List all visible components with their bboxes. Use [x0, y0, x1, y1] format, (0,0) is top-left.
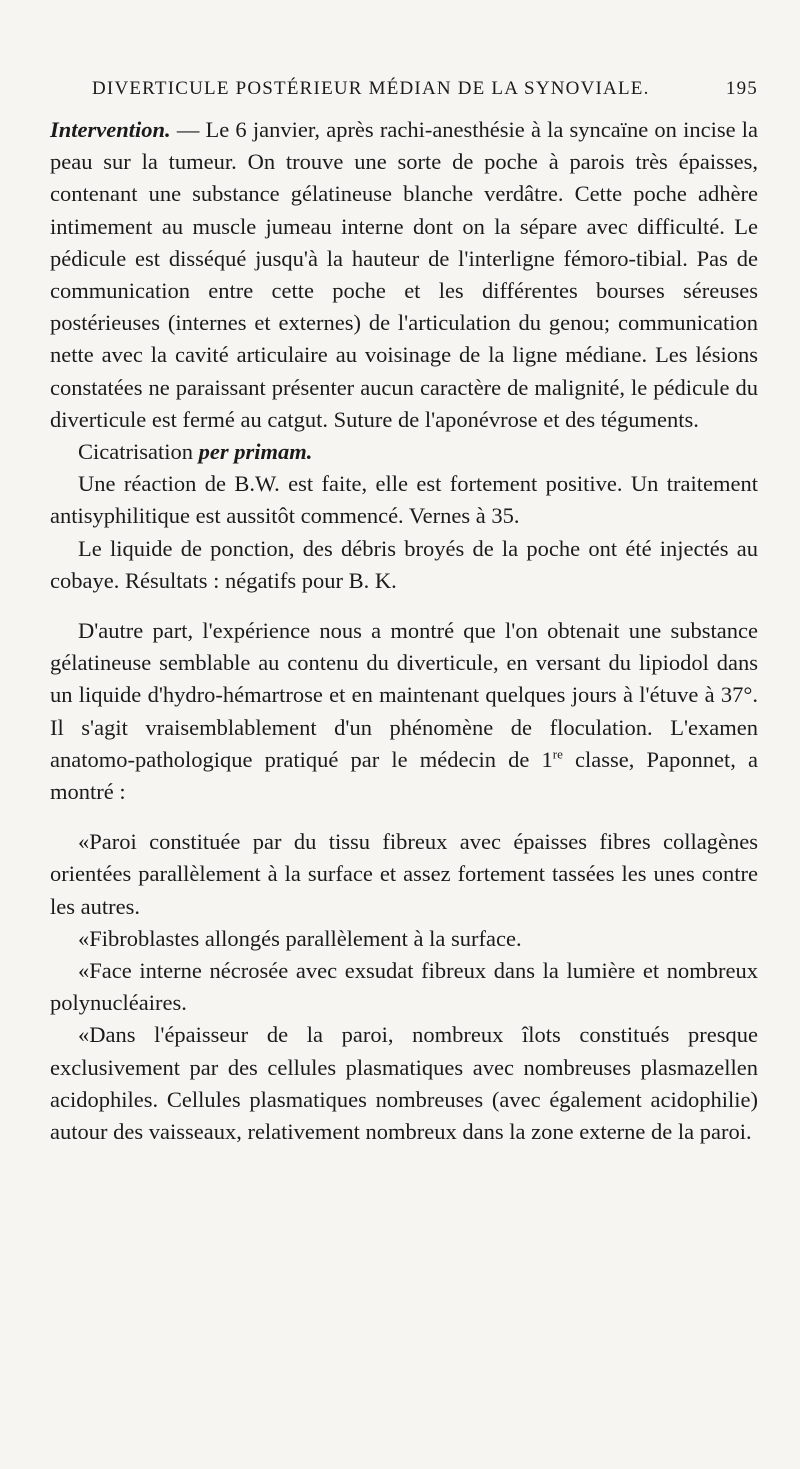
paragraph-text: D'autre part, l'expérience nous a montré que l'on obtenait une substance gélatineuse semblable au contenu du diverticule, en versant du lipiodol dans un liquide d'hydro-hémartrose et en maintenant quelques jours à l'étuve à 37°. Il s'agit vraisemblablement d'un phénomène de floculation. L'examen anatomo-pathologique pratiqué par le médecin de 1: [50, 618, 758, 772]
paragraph-label: Intervention.: [50, 117, 171, 142]
quote-paroi: «Paroi constituée par du tissu fibreux avec épaisses fibres collagènes orientées parallèlement à la surface et assez fortement tassées les unes contre les autres.: [50, 829, 758, 919]
paragraph-ponction: Le liquide de ponction, des débris broyés de la poche ont été injectés au cobaye. Résultats : négatifs pour B. K.: [50, 535, 758, 593]
running-head-title: DIVERTICULE POSTÉRIEUR MÉDIAN DE LA SYNOVIALE.: [92, 78, 650, 99]
paragraph-emphasis: per primam.: [198, 439, 313, 465]
quote-face-interne: «Face interne nécrosée avec exsudat fibreux dans la lumière et nombreux polynucléaires.: [50, 958, 758, 1016]
paragraph-text: Cicatrisation: [78, 439, 199, 465]
page-number: 195: [725, 78, 758, 99]
paragraph-text: — Le 6 janvier, après rachi-anesthésie à la syncaïne on incise la peau sur la tumeur. On trouve une sorte de poche à parois très épaisses, contenant une substance gélatineuse blanche verdâtre. Cette poche adhère intimement au muscle jumeau interne dont on la sépare avec difficulté. Le pédicule est disséqué jusqu'à la hauteur de l'interligne fémoro-tibial. Pas de communication entre cette poche et les différentes bourses séreuses postérieuses (internes et externes) de l'articulation du genou; communication nette avec la cavité articulaire au voisinage de la ligne médiane. Les lésions constatées ne paraissant présenter aucun caractère de malignité, le pédicule du diverticule est fermé au catgut. Suture de l'aponévrose et des téguments.: [50, 117, 758, 432]
paragraph-intervention: [50, 114, 758, 436]
page: [50, 78, 758, 1148]
paragraph-bw-reaction: Une réaction de B.W. est faite, elle est fortement positive. Un traitement antisyphilitique est aussitôt commencé. Vernes à 35.: [50, 471, 758, 529]
ordinal-superscript: re: [552, 746, 563, 762]
running-head: [50, 78, 758, 100]
paragraph-text: classe, Paponnet, a montré :: [50, 746, 758, 805]
paragraph-cicatrisation: [50, 436, 758, 468]
quote-fibroblastes: «Fibroblastes allongés parallèlement à la surface.: [78, 925, 522, 951]
quote-epaisseur: «Dans l'épaisseur de la paroi, nombreux îlots constitués presque exclusivement par des cellules plasmatiques avec nombreuses plasmazellen acidophiles. Cellules plasmatiques nombreuses (avec également acidophilie) autour des vaisseaux, relativement nombreux dans la zone externe de la paroi.: [50, 1022, 758, 1145]
paragraph-experience: [50, 615, 758, 808]
